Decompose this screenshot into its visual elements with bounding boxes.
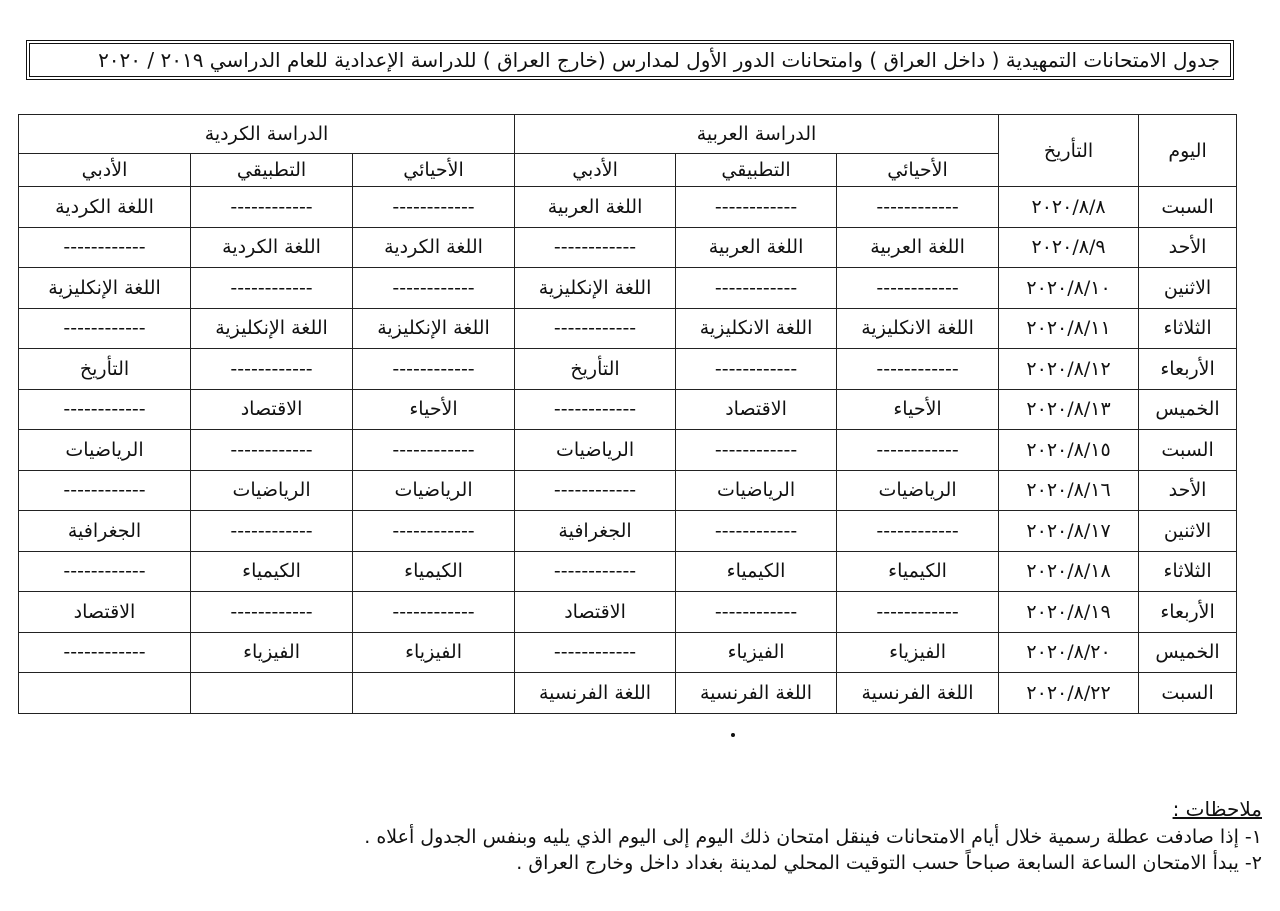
notes-title: ملاحظات : bbox=[1172, 797, 1262, 821]
cell-kurdish-applied bbox=[191, 673, 353, 714]
cell-arabic-applied: اللغة الانكليزية bbox=[676, 308, 837, 349]
cell-kurdish-literary: ------------ bbox=[19, 308, 191, 349]
cell-day: الاثنين bbox=[1139, 268, 1237, 309]
table-row bbox=[19, 551, 1237, 592]
cell-kurdish-applied: ------------ bbox=[191, 430, 353, 471]
cell-day: الأحد bbox=[1139, 470, 1237, 511]
cell-date: ٢٠٢٠/٨/١١ bbox=[999, 308, 1139, 349]
cell-date: ٢٠٢٠/٨/١٦ bbox=[999, 470, 1139, 511]
cell-arabic-bio: الكيمياء bbox=[837, 551, 999, 592]
cell-kurdish-applied: اللغة الإنكليزية bbox=[191, 308, 353, 349]
cell-day: الثلاثاء bbox=[1139, 308, 1237, 349]
cell-kurdish-bio: ------------ bbox=[353, 592, 515, 633]
cell-arabic-applied: ------------ bbox=[676, 268, 837, 309]
cell-arabic-applied: ------------ bbox=[676, 511, 837, 552]
cell-arabic-applied: ------------ bbox=[676, 349, 837, 390]
header-kurdish-applied: التطبيقي bbox=[191, 154, 353, 187]
cell-arabic-applied: الفيزياء bbox=[676, 632, 837, 673]
cell-day: الثلاثاء bbox=[1139, 551, 1237, 592]
cell-kurdish-bio: اللغة الإنكليزية bbox=[353, 308, 515, 349]
cell-date: ٢٠٢٠/٨/١٧ bbox=[999, 511, 1139, 552]
cell-kurdish-applied: ------------ bbox=[191, 268, 353, 309]
cell-kurdish-literary: الجغرافية bbox=[19, 511, 191, 552]
cell-kurdish-applied: الاقتصاد bbox=[191, 389, 353, 430]
cell-arabic-bio: ------------ bbox=[837, 268, 999, 309]
header-arabic-applied: التطبيقي bbox=[676, 154, 837, 187]
cell-arabic-applied: اللغة الفرنسية bbox=[676, 673, 837, 714]
header-date: التأريخ bbox=[999, 115, 1139, 187]
cell-kurdish-bio bbox=[353, 673, 515, 714]
cell-date: ٢٠٢٠/٨/١٨ bbox=[999, 551, 1139, 592]
header-arabic-bio: الأحيائي bbox=[837, 154, 999, 187]
cell-arabic-bio: الرياضيات bbox=[837, 470, 999, 511]
page-title-text: جدول الامتحانات التمهيدية ( داخل العراق ) وامتحانات الدور الأول لمدارس (خارج العراق ) للدراسة الإعدادية للعام الدراسي ٢٠١٩ / ٢٠٢٠ bbox=[98, 48, 1220, 72]
cell-arabic-literary: ------------ bbox=[515, 389, 676, 430]
cell-arabic-literary: ------------ bbox=[515, 551, 676, 592]
cell-kurdish-applied: ------------ bbox=[191, 349, 353, 390]
header-row-groups bbox=[19, 115, 1237, 154]
cell-date: ٢٠٢٠/٨/١٩ bbox=[999, 592, 1139, 633]
cell-arabic-literary: الرياضيات bbox=[515, 430, 676, 471]
cell-arabic-literary: ------------ bbox=[515, 227, 676, 268]
cell-kurdish-literary: ------------ bbox=[19, 551, 191, 592]
cell-arabic-bio: ------------ bbox=[837, 592, 999, 633]
cell-date: ٢٠٢٠/٨/٢٢ bbox=[999, 673, 1139, 714]
cell-day: الاثنين bbox=[1139, 511, 1237, 552]
cell-date: ٢٠٢٠/٨/٩ bbox=[999, 227, 1139, 268]
cell-day: الخميس bbox=[1139, 389, 1237, 430]
cell-arabic-bio: اللغة العربية bbox=[837, 227, 999, 268]
cell-arabic-literary: ------------ bbox=[515, 470, 676, 511]
cell-arabic-bio: اللغة الانكليزية bbox=[837, 308, 999, 349]
header-arabic-study: الدراسة العربية bbox=[515, 115, 999, 154]
cell-kurdish-bio: ------------ bbox=[353, 511, 515, 552]
cell-arabic-bio: ------------ bbox=[837, 511, 999, 552]
cell-day: الأربعاء bbox=[1139, 349, 1237, 390]
cell-day: الأحد bbox=[1139, 227, 1237, 268]
cell-kurdish-bio: الكيمياء bbox=[353, 551, 515, 592]
cell-kurdish-bio: ------------ bbox=[353, 349, 515, 390]
cell-date: ٢٠٢٠/٨/٨ bbox=[999, 187, 1139, 228]
cell-kurdish-applied: ------------ bbox=[191, 187, 353, 228]
cell-kurdish-bio: ------------ bbox=[353, 430, 515, 471]
cell-kurdish-applied: ------------ bbox=[191, 511, 353, 552]
cell-arabic-literary: اللغة العربية bbox=[515, 187, 676, 228]
cell-kurdish-bio: الرياضيات bbox=[353, 470, 515, 511]
cell-arabic-bio: الفيزياء bbox=[837, 632, 999, 673]
cell-day: السبت bbox=[1139, 673, 1237, 714]
cell-kurdish-applied: ------------ bbox=[191, 592, 353, 633]
table-row bbox=[19, 632, 1237, 673]
cell-date: ٢٠٢٠/٨/١٥ bbox=[999, 430, 1139, 471]
cell-arabic-literary: اللغة الإنكليزية bbox=[515, 268, 676, 309]
cell-kurdish-bio: ------------ bbox=[353, 268, 515, 309]
cell-arabic-literary: ------------ bbox=[515, 308, 676, 349]
cell-arabic-applied: ------------ bbox=[676, 187, 837, 228]
cell-kurdish-literary: ------------ bbox=[19, 227, 191, 268]
cell-arabic-literary: الاقتصاد bbox=[515, 592, 676, 633]
cell-arabic-literary: اللغة الفرنسية bbox=[515, 673, 676, 714]
cell-kurdish-literary: التأريخ bbox=[19, 349, 191, 390]
cell-arabic-bio: ------------ bbox=[837, 430, 999, 471]
cell-kurdish-bio: اللغة الكردية bbox=[353, 227, 515, 268]
table-row bbox=[19, 511, 1237, 552]
notes-section bbox=[262, 796, 1262, 876]
cell-kurdish-applied: الكيمياء bbox=[191, 551, 353, 592]
cell-arabic-bio: ------------ bbox=[837, 349, 999, 390]
cell-arabic-applied: الرياضيات bbox=[676, 470, 837, 511]
cell-arabic-applied: الكيمياء bbox=[676, 551, 837, 592]
cell-kurdish-literary: ------------ bbox=[19, 632, 191, 673]
header-kurdish-study: الدراسة الكردية bbox=[19, 115, 515, 154]
cell-kurdish-applied: الرياضيات bbox=[191, 470, 353, 511]
cell-kurdish-literary: اللغة الكردية bbox=[19, 187, 191, 228]
cell-kurdish-literary bbox=[19, 673, 191, 714]
note-item-1: ١- إذا صادفت عطلة رسمية خلال أيام الامتحانات فينقل امتحان ذلك اليوم إلى اليوم الذي يليه وبنفس الجدول أعلاه . bbox=[364, 826, 1262, 848]
cell-day: الخميس bbox=[1139, 632, 1237, 673]
cell-arabic-applied: ------------ bbox=[676, 430, 837, 471]
cell-date: ٢٠٢٠/٨/١٢ bbox=[999, 349, 1139, 390]
cell-arabic-literary: التأريخ bbox=[515, 349, 676, 390]
cell-day: السبت bbox=[1139, 187, 1237, 228]
cell-kurdish-bio: ------------ bbox=[353, 187, 515, 228]
cell-kurdish-literary: الاقتصاد bbox=[19, 592, 191, 633]
table-row bbox=[19, 308, 1237, 349]
table-row bbox=[19, 268, 1237, 309]
cell-kurdish-bio: الفيزياء bbox=[353, 632, 515, 673]
cell-kurdish-literary: اللغة الإنكليزية bbox=[19, 268, 191, 309]
table-row bbox=[19, 227, 1237, 268]
cell-date: ٢٠٢٠/٨/١٣ bbox=[999, 389, 1139, 430]
header-day: اليوم bbox=[1139, 115, 1237, 187]
cell-kurdish-bio: الأحياء bbox=[353, 389, 515, 430]
cell-kurdish-applied: الفيزياء bbox=[191, 632, 353, 673]
header-kurdish-bio: الأحيائي bbox=[353, 154, 515, 187]
cell-arabic-applied: ------------ bbox=[676, 592, 837, 633]
table-row bbox=[19, 389, 1237, 430]
stray-dot bbox=[731, 733, 735, 737]
table-row bbox=[19, 430, 1237, 471]
cell-arabic-literary: ------------ bbox=[515, 632, 676, 673]
cell-date: ٢٠٢٠/٨/٢٠ bbox=[999, 632, 1139, 673]
table-row bbox=[19, 470, 1237, 511]
table-row bbox=[19, 349, 1237, 390]
cell-arabic-bio: اللغة الفرنسية bbox=[837, 673, 999, 714]
header-arabic-literary: الأدبي bbox=[515, 154, 676, 187]
header-kurdish-literary: الأدبي bbox=[19, 154, 191, 187]
cell-day: السبت bbox=[1139, 430, 1237, 471]
cell-kurdish-applied: اللغة الكردية bbox=[191, 227, 353, 268]
table-row bbox=[19, 592, 1237, 633]
exam-schedule-table bbox=[18, 114, 1237, 714]
note-item-2: ٢- يبدأ الامتحان الساعة السابعة صباحاً حسب التوقيت المحلي لمدينة بغداد داخل وخارج العراق . bbox=[516, 852, 1262, 874]
page-title bbox=[26, 40, 1234, 80]
cell-arabic-applied: اللغة العربية bbox=[676, 227, 837, 268]
cell-arabic-bio: الأحياء bbox=[837, 389, 999, 430]
cell-kurdish-literary: ------------ bbox=[19, 470, 191, 511]
table-row bbox=[19, 673, 1237, 714]
cell-date: ٢٠٢٠/٨/١٠ bbox=[999, 268, 1139, 309]
cell-kurdish-literary: الرياضيات bbox=[19, 430, 191, 471]
cell-arabic-bio: ------------ bbox=[837, 187, 999, 228]
cell-day: الأربعاء bbox=[1139, 592, 1237, 633]
cell-kurdish-literary: ------------ bbox=[19, 389, 191, 430]
cell-arabic-literary: الجغرافية bbox=[515, 511, 676, 552]
table-row bbox=[19, 187, 1237, 228]
cell-arabic-applied: الاقتصاد bbox=[676, 389, 837, 430]
